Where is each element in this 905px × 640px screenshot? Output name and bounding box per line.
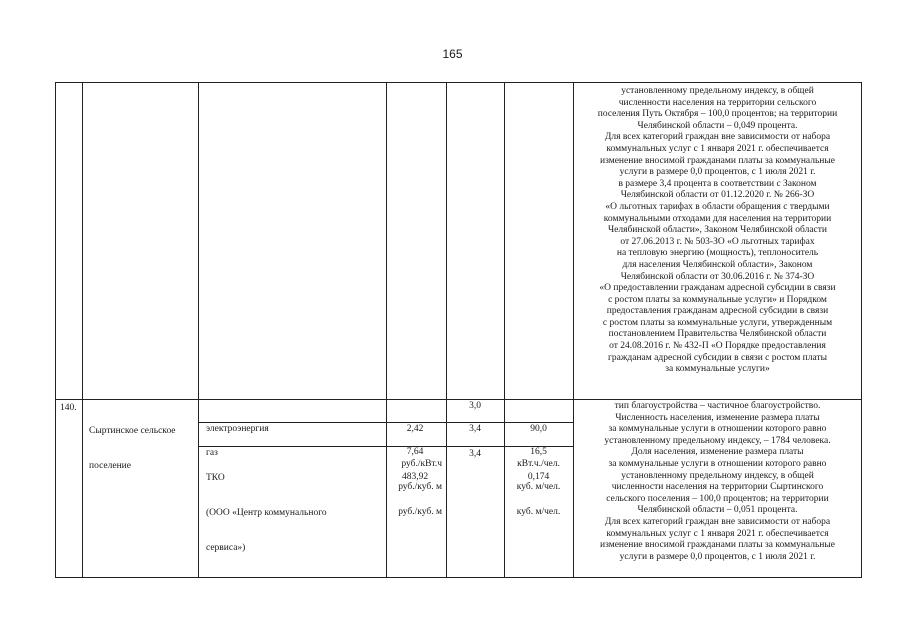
note-line: за коммунальные услуги в отношении которого равно	[608, 424, 827, 435]
note-line: установленному предельному индексу, – 1784 человека.	[604, 435, 831, 446]
note-line: услуги в размере 0,0 процентов, с 1 июля 2021 г.	[619, 167, 816, 178]
tariff-value: 483,92	[401, 472, 429, 483]
service-name-line: газ	[206, 448, 218, 459]
note-line: Для всех категорий граждан вне зависимости от набора	[604, 132, 831, 143]
note-line: с ростом платы за коммунальные услуги, утвержденным	[602, 317, 833, 328]
note-line: в размере 3,4 процента в соответствии с Законом	[618, 178, 817, 189]
note-line: коммунальных услуг с 1 января 2021 г. обеспечивается	[606, 528, 829, 539]
norm-value: 16,5	[530, 447, 547, 458]
note-line: численности населения на территории сельского	[618, 97, 817, 108]
note-line: от 24.08.2016 г. № 432-П «О Порядке предоставления	[609, 341, 826, 352]
row-divider-140	[56, 399, 861, 400]
previous-row-notes	[574, 86, 861, 376]
note-line: постановлением Правительства Челябинской области	[608, 329, 827, 340]
norm-value: 0,174	[527, 472, 550, 483]
note-line: «О льготных тарифах в области обращения с твердыми	[605, 201, 830, 212]
note-line: гражданам адресной субсидии в связи с ростом платы	[607, 352, 828, 363]
note-line: установленному предельному индексу, в общей	[621, 86, 814, 96]
tariff-unit: руб./кВт.ч	[401, 458, 442, 469]
note-line: «О предоставлении гражданам адресной субсидии в связи	[599, 283, 836, 294]
note-line: тип благоустройства – частичное благоустройство.	[614, 401, 821, 411]
note-line: изменение вносимой гражданами платы за коммунальные	[600, 155, 835, 166]
note-line: Для всех категорий граждан вне зависимости от набора	[604, 516, 831, 527]
norm-unit: куб. м/чел.	[516, 481, 561, 492]
note-line: Численность населения, изменение размера платы	[615, 412, 820, 423]
service-name-line: электроэнергия	[206, 424, 269, 435]
tariff-unit: руб./куб. м	[398, 506, 442, 517]
note-line: численности населения на территории Сыртинского	[611, 482, 824, 493]
tariff-tko	[388, 449, 442, 542]
norm-value: 90,0	[530, 424, 547, 435]
row-number: 140.	[60, 403, 77, 413]
percent-tko: 3,4	[469, 449, 481, 459]
page-number: 165	[442, 47, 463, 61]
note-line: от 27.06.2013 г. № 503-ЗО «О льготных тарифах	[620, 236, 815, 247]
note-line: Челябинской области от 30.06.2016 г. № 374-ЗО	[620, 271, 815, 282]
tariff-value: 2,42	[406, 424, 424, 435]
col-divider-4	[446, 83, 447, 577]
row-notes	[574, 401, 861, 563]
percent-electricity: 3,0	[469, 401, 481, 411]
note-line: Челябинской области – 0,049 процента.	[637, 120, 798, 131]
note-line: поселения Путь Октября – 100,0 процентов; на территории	[597, 109, 838, 120]
note-line: с ростом платы за коммунальные услуги» и Порядком	[608, 294, 827, 305]
note-line: сельского поселения – 100,0 процентов; на территории	[606, 493, 829, 504]
service-name-line: (ООО «Центр коммунального	[206, 507, 327, 518]
note-line: предоставления гражданам адресной субсидии в связи	[606, 306, 829, 317]
col-divider-5	[504, 83, 505, 577]
note-line: Челябинской области – 0,051 процента.	[637, 505, 798, 516]
service-name-line: ТКО	[206, 473, 225, 484]
col-divider-1	[82, 83, 83, 577]
norm-unit: кВт.ч./чел.	[517, 458, 560, 469]
note-line: коммунальных услуг с 1 января 2021 г. обеспечивается	[606, 143, 829, 154]
col-divider-2	[198, 83, 199, 577]
service-name-line: сервиса»)	[206, 542, 246, 553]
note-line: для населения Челябинской области», Законом	[622, 259, 813, 270]
note-line: Доля населения, изменение размера платы	[631, 447, 804, 458]
note-line: за коммунальные услуги»	[665, 364, 770, 375]
service-name-tko	[206, 450, 327, 578]
col-divider-3	[386, 83, 387, 577]
settlement-name	[89, 403, 176, 496]
settlement-name-line: поселение	[89, 460, 131, 471]
note-line: изменение вносимой гражданами платы за коммунальные	[600, 540, 835, 551]
norm-unit: куб. м/чел.	[516, 506, 561, 517]
settlement-name-line: Сыртинское сельское	[89, 426, 176, 437]
note-line: Челябинской области», Законом Челябинской области	[607, 225, 828, 236]
norm-tko	[506, 449, 571, 542]
note-line: за коммунальные услуги в отношении которого равно	[608, 458, 827, 469]
note-line: коммунальными отходами для населения на территории	[603, 213, 832, 224]
note-line: установленному предельному индексу, в общей	[621, 470, 814, 481]
note-line: на тепловую энергию (мощность), теплоноситель	[616, 248, 819, 259]
percent-gas: 3,4	[469, 424, 481, 434]
note-line: Челябинской области от 01.12.2020 г. № 266-ЗО	[620, 190, 815, 201]
tariff-unit: руб./куб. м	[398, 481, 442, 492]
tariff-table	[55, 82, 862, 578]
tariff-value: 7,64	[406, 447, 424, 458]
note-line: услуги в размере 0,0 процентов, с 1 июля 2021 г.	[619, 551, 816, 562]
